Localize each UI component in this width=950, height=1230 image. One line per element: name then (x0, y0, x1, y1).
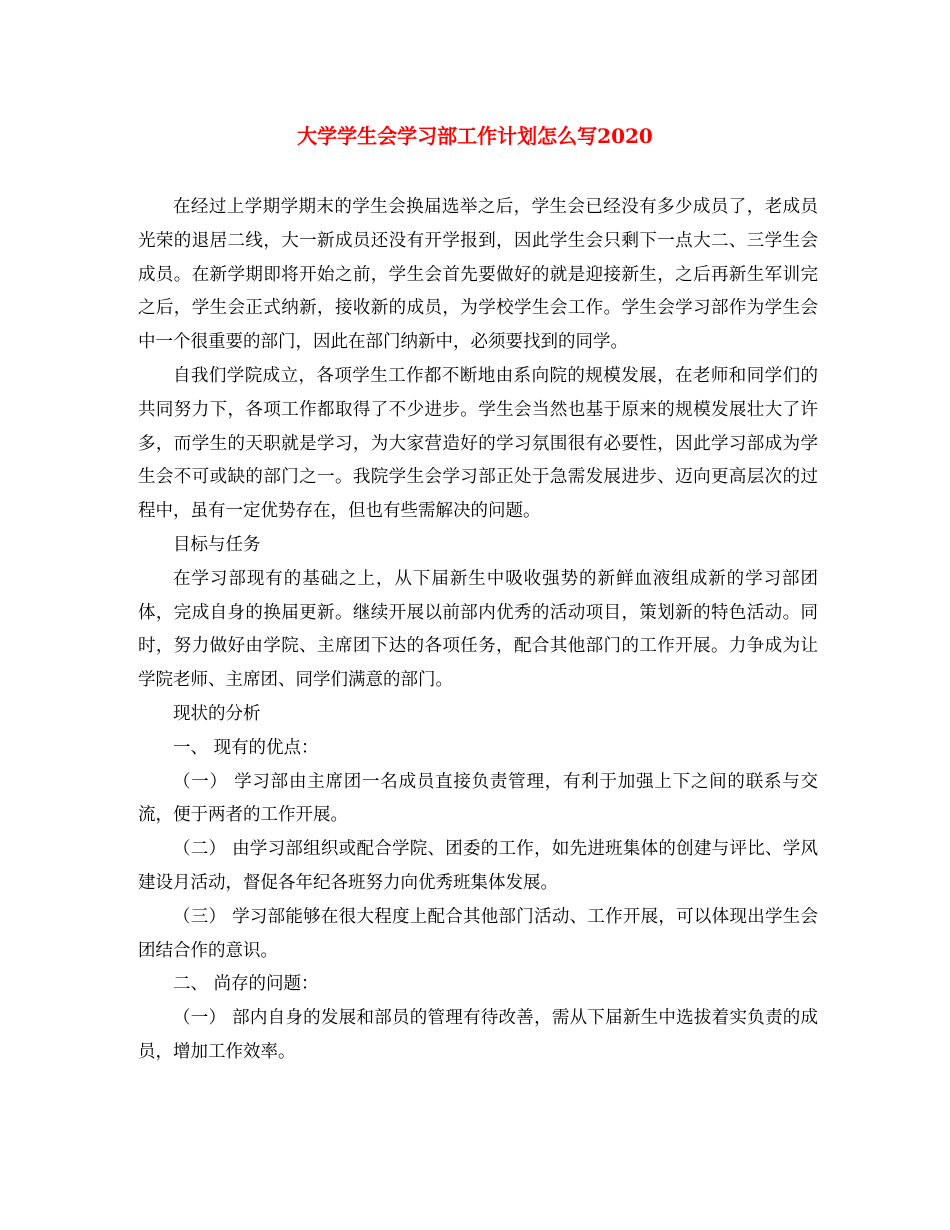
section-heading-goals: 目标与任务 (173, 534, 261, 555)
document-body (138, 191, 818, 1070)
list-item-strength-1: （一） 学习部由主席团一名成员直接负责管理，有利于加强上下之间的联系与交流，便于两者的工作开展。 (138, 771, 818, 826)
list-item-problem-1: （一） 部内自身的发展和部员的管理有待改善，需从下届新生中选拔着实负责的成员，增加工作效率。 (138, 1008, 818, 1062)
document-title: 大学学生会学习部工作计划怎么写2020 (297, 124, 653, 148)
subsection-heading-strengths: 一、 现有的优点： (173, 737, 319, 758)
paragraph-goals: 在学习部现有的基础之上，从下届新生中吸收强势的新鲜血液组成新的学习部团体，完成自身的换届更新。继续开展以前部内优秀的活动项目，策划新的特色活动。同时，努力做好由学院、主席团下达的各项任务，配合其他部门的工作开展。力争成为让学院老师、主席团、同学们满意的部门。 (138, 568, 818, 691)
paragraph-background: 自我们学院成立，各项学生工作都不断地由系向院的规模发展，在老师和同学们的共同努力下，各项工作都取得了不少进步。学生会当然也基于原来的规模发展壮大了许多，而学生的天职就是学习，为大家营造好的学习氛围很有必要性，因此学习部成为学生会不可或缺的部门之一。我院学生会学习部正处于急需发展进步、迈向更高层次的过程中，虽有一定优势存在，但也有些需解决的问题。 (138, 365, 818, 522)
list-item-strength-3: （三） 学习部能够在很大程度上配合其他部门活动、工作开展，可以体现出学生会团结合作的意识。 (138, 906, 818, 961)
section-heading-status: 现状的分析 (173, 703, 261, 724)
paragraph-intro: 在经过上学期学期末的学生会换届选举之后，学生会已经没有多少成员了，老成员光荣的退居二线，大一新成员还没有开学报到，因此学生会只剩下一点大二、三学生会成员。在新学期即将开始之前，学生会首先要做好的就是迎接新生，之后再新生军训完之后，学生会正式纳新，接收新的成员，为学校学生会工作。学生会学习部作为学生会中一个很重要的部门，因此在部门纳新中，必须要找到的同学。 (138, 197, 818, 353)
list-item-strength-2: （二） 由学习部组织或配合学院、团委的工作，如先进班集体的创建与评比、学风建设月活动，督促各年纪各班努力向优秀班集体发展。 (138, 839, 818, 893)
subsection-heading-problems: 二、 尚存的问题： (173, 974, 319, 995)
